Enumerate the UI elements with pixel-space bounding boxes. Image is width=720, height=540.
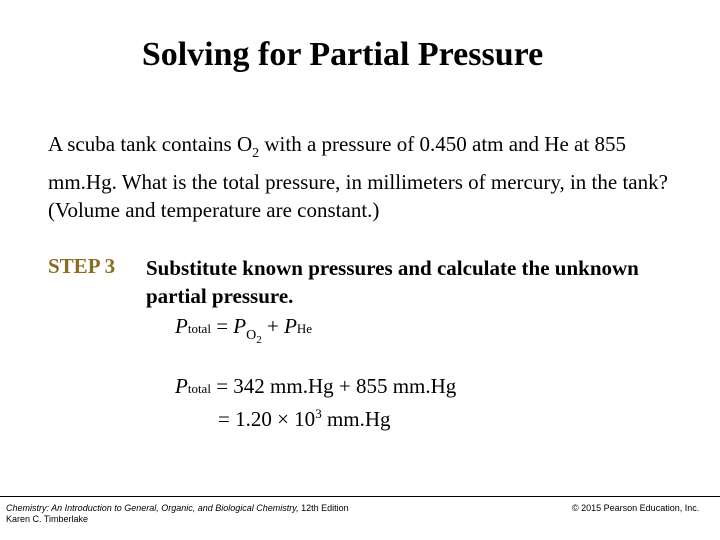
eq1-plus: + bbox=[261, 314, 285, 338]
eq1-p-total: P bbox=[175, 314, 188, 338]
problem-text-part1: A scuba tank contains O bbox=[48, 132, 253, 156]
eq1-o-subscript: O bbox=[246, 328, 257, 343]
eq3-value: = 1.20 × 10 bbox=[218, 407, 316, 431]
eq2-total-subscript: total bbox=[187, 381, 211, 396]
footer-divider bbox=[0, 496, 720, 497]
eq2-p-total: P bbox=[175, 374, 188, 398]
footer-book-title: Chemistry: An Introduction to General, Organic, and Biological Chemistry, bbox=[6, 503, 299, 513]
eq1-total-subscript: total bbox=[187, 321, 211, 336]
eq1-p-o2: P bbox=[233, 314, 247, 338]
eq1-o2-subscript: 2 bbox=[256, 334, 262, 346]
eq3-unit: mm.Hg bbox=[321, 407, 391, 431]
footer-citation bbox=[6, 503, 349, 525]
slide-title: Solving for Partial Pressure bbox=[141, 36, 544, 73]
o2-subscript: 2 bbox=[252, 146, 260, 161]
eq1-he-subscript: He bbox=[296, 321, 313, 336]
footer-copyright: © 2015 Pearson Education, Inc. bbox=[572, 503, 700, 513]
problem-statement bbox=[48, 130, 688, 224]
footer-author: Karen C. Timberlake bbox=[6, 514, 89, 524]
footer-book-line bbox=[6, 503, 349, 514]
eq2-values: = 342 mm.Hg + 855 mm.Hg bbox=[210, 374, 457, 398]
step-instruction: Substitute known pressures and calculate the unknown partial pressure. bbox=[146, 256, 639, 308]
eq1-equals: = bbox=[210, 314, 234, 338]
equation-result bbox=[218, 406, 391, 432]
equation-substitution bbox=[175, 374, 456, 399]
equation-total-pressure-formula bbox=[175, 314, 312, 346]
eq1-p-he: P bbox=[284, 314, 297, 338]
footer-edition: 12th Edition bbox=[298, 503, 349, 513]
eq3-exponent: 3 bbox=[315, 406, 322, 421]
step-label: STEP 3 bbox=[48, 254, 116, 278]
problem-text-part2: with a pressure of 0.450 atm and He at 855 mm.Hg. What is the total pressure, in millimeters of mercury, in the tank? (Volume and temperature are constant.) bbox=[48, 132, 668, 222]
